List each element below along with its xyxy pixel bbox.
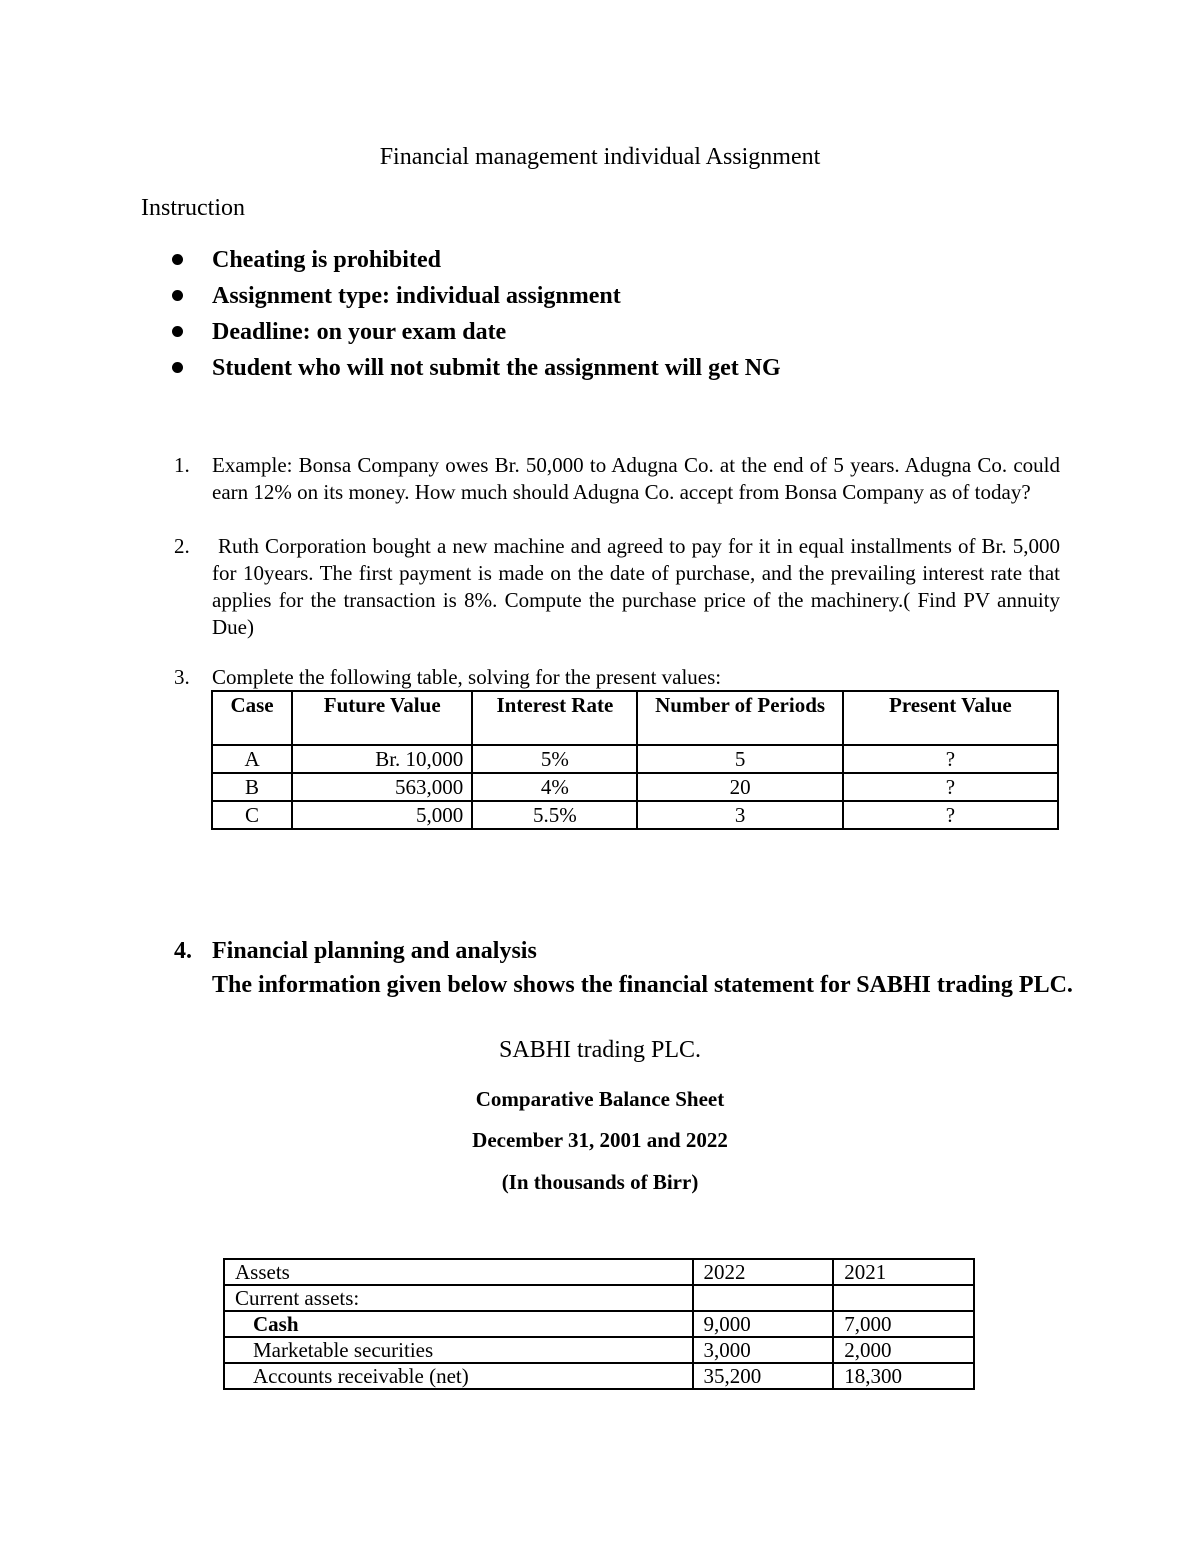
table-cell: 9,000 <box>693 1311 834 1337</box>
question-3 <box>174 664 1060 691</box>
table-cell: 5,000 <box>292 801 472 829</box>
table-row <box>212 773 1058 801</box>
table-cell: 35,200 <box>693 1363 834 1389</box>
table-cell: 18,300 <box>833 1363 974 1389</box>
balance-sheet-table <box>223 1258 975 1390</box>
instruction-item: Assignment type: individual assignment <box>172 280 781 316</box>
instruction-item: Cheating is prohibited <box>172 244 781 280</box>
company-name: SABHI trading PLC. <box>498 1037 701 1063</box>
table-row <box>224 1363 974 1389</box>
table-cell: 5 <box>637 745 842 773</box>
bullet-icon <box>172 362 183 373</box>
table-cell: 2,000 <box>833 1337 974 1363</box>
table-cell: Marketable securities <box>224 1337 693 1363</box>
table-cell: 5.5% <box>472 801 637 829</box>
column-header: Case <box>212 691 292 745</box>
column-header: Future Value <box>292 691 472 745</box>
table-cell: 3 <box>637 801 842 829</box>
table-header-row <box>224 1259 974 1285</box>
table-cell: 20 <box>637 773 842 801</box>
question-number: 3. <box>174 665 190 689</box>
table-cell: 7,000 <box>833 1311 974 1337</box>
table-row <box>224 1337 974 1363</box>
document-title: Financial management individual Assignment <box>379 144 821 170</box>
bullet-icon <box>172 254 183 265</box>
table-cell: C <box>212 801 292 829</box>
table-cell <box>693 1285 834 1311</box>
table-cell: ? <box>843 801 1058 829</box>
table-cell: 563,000 <box>292 773 472 801</box>
question-text: The information given below shows the financial statement for SABHI trading PLC. <box>212 972 1073 998</box>
column-header: Present Value <box>843 691 1058 745</box>
bullet-icon <box>172 326 183 337</box>
column-header: 2022 <box>693 1259 834 1285</box>
column-header: Number of Periods <box>637 691 842 745</box>
table-cell <box>833 1285 974 1311</box>
question-2 <box>174 533 1060 641</box>
question-number: 1. <box>174 453 190 477</box>
table-cell: Accounts receivable (net) <box>224 1363 693 1389</box>
instruction-item: Deadline: on your exam date <box>172 316 781 352</box>
statement-title: Comparative Balance Sheet <box>475 1087 725 1111</box>
table-cell: Br. 10,000 <box>292 745 472 773</box>
table-row <box>224 1285 974 1311</box>
column-header: Assets <box>224 1259 693 1285</box>
question-number: 4. <box>174 938 192 964</box>
question-text: Complete the following table, solving for the present values: <box>212 665 722 689</box>
question-number: 2. <box>174 534 190 558</box>
column-header: 2021 <box>833 1259 974 1285</box>
instruction-heading: Instruction <box>141 195 245 221</box>
question-4 <box>174 934 1074 1002</box>
statement-date: December 31, 2001 and 2022 <box>472 1128 728 1152</box>
instruction-item: Student who will not submit the assignment will get NG <box>172 352 781 388</box>
question-1 <box>174 452 1060 506</box>
table-cell: ? <box>843 745 1058 773</box>
table-row <box>212 745 1058 773</box>
table-cell: Current assets: <box>224 1285 693 1311</box>
table-row <box>212 801 1058 829</box>
column-header: Interest Rate <box>472 691 637 745</box>
table-cell: 4% <box>472 773 637 801</box>
instruction-list <box>172 244 781 388</box>
table-cell: B <box>212 773 292 801</box>
table-cell: 5% <box>472 745 637 773</box>
statement-unit: (In thousands of Birr) <box>501 1170 699 1194</box>
table-cell: Cash <box>224 1311 693 1337</box>
question-heading: Financial planning and analysis <box>212 938 537 964</box>
question-text: Example: Bonsa Company owes Br. 50,000 to Adugna Co. at the end of 5 years. Adugna Co. could earn 12% on its money. How much should Adugna Co. accept from Bonsa Company as of today? <box>212 453 1060 504</box>
table-header-row <box>212 691 1058 745</box>
bullet-icon <box>172 290 183 301</box>
question-text: Ruth Corporation bought a new machine and agreed to pay for it in equal installments of Br. 5,000 for 10years. The first payment is made on the date of purchase, and the prevailing interest rate that applies for the transaction is 8%. Compute the purchase price of the machinery.( Find PV annuity Due) <box>212 534 1060 639</box>
table-cell: 3,000 <box>693 1337 834 1363</box>
table-cell: ? <box>843 773 1058 801</box>
table-row <box>224 1311 974 1337</box>
table-cell: A <box>212 745 292 773</box>
present-value-table <box>211 690 1059 830</box>
